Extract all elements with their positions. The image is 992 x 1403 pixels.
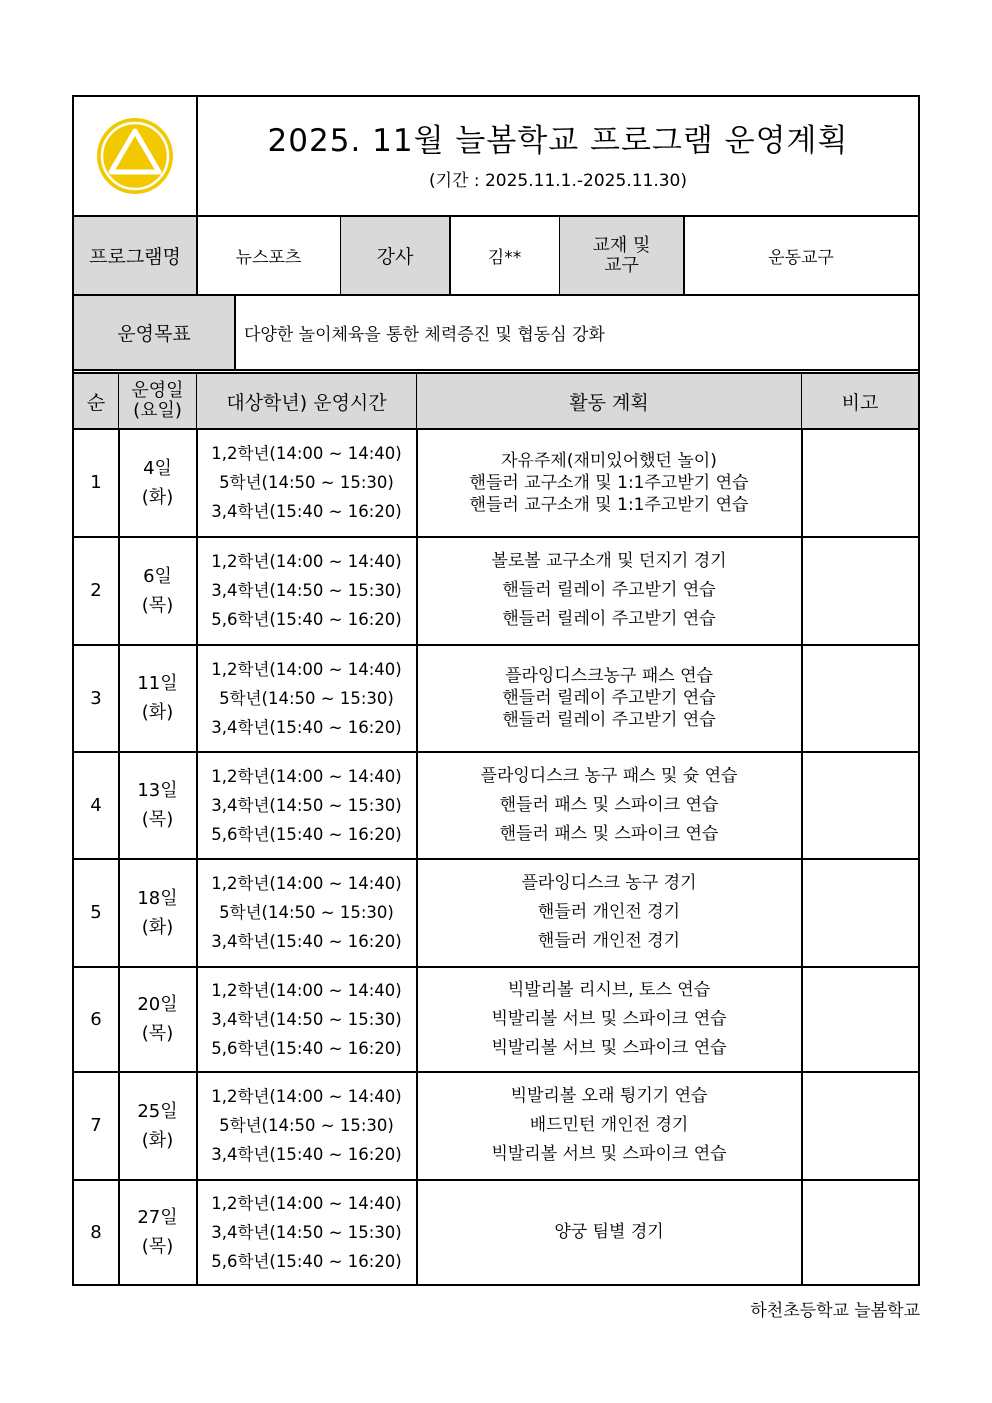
row-4-activity-1: 플라잉디스크 농구 패스 및 슛 연습 bbox=[480, 765, 738, 786]
row-2-weekday: (목) bbox=[141, 594, 174, 616]
row-1-time-1: 1,2학년(14:00 ~ 14:40) bbox=[211, 444, 402, 463]
row-1-no: 1 bbox=[90, 472, 102, 493]
row-5-date bbox=[119, 859, 196, 966]
col-header-note: 비고 bbox=[802, 374, 918, 428]
row-1-times bbox=[197, 429, 416, 536]
row-3-activity-3: 핸들러 릴레이 주고받기 연습 bbox=[502, 710, 716, 730]
instructor-value: 김** bbox=[487, 248, 522, 268]
row-1-activities bbox=[417, 429, 801, 536]
row-1-weekday: (화) bbox=[141, 486, 174, 508]
row-8-no: 8 bbox=[90, 1221, 102, 1243]
row-7-time-3: 3,4학년(15:40 ~ 16:20) bbox=[211, 1145, 402, 1164]
row-5-no: 5 bbox=[90, 902, 102, 923]
row-3-activity-2: 핸들러 릴레이 주고받기 연습 bbox=[502, 688, 716, 708]
row-2-time-1: 1,2학년(14:00 ~ 14:40) bbox=[211, 552, 402, 571]
instructor-label: 강사 bbox=[341, 217, 449, 294]
col-header-date-line1: 운영일 bbox=[131, 380, 184, 401]
row-7-date bbox=[119, 1072, 196, 1179]
row-8-weekday: (목) bbox=[141, 1236, 174, 1257]
row-5-weekday: (화) bbox=[141, 916, 174, 938]
row-6-time-3: 5,6학년(15:40 ~ 16:20) bbox=[211, 1038, 402, 1058]
row-1-date bbox=[119, 429, 196, 536]
row-5-times bbox=[197, 859, 416, 966]
row-8-times bbox=[197, 1180, 416, 1284]
row-2-time-2: 3,4학년(14:50 ~ 15:30) bbox=[211, 581, 402, 600]
row-2-date-day: 6일 bbox=[143, 565, 172, 587]
row-3-times bbox=[197, 645, 416, 751]
row-7-date-day: 25일 bbox=[137, 1100, 178, 1122]
row-1-date-day: 4일 bbox=[143, 457, 172, 479]
col-header-plan: 활동 계획 bbox=[417, 374, 801, 428]
program-label: 프로그램명 bbox=[74, 217, 196, 294]
row-8-time-1: 1,2학년(14:00 ~ 14:40) bbox=[211, 1193, 402, 1213]
goal-label: 운영목표 bbox=[74, 296, 234, 369]
row-6-activities bbox=[417, 967, 801, 1071]
footer-school-name: 하천초등학교 늘봄학교 bbox=[750, 1301, 920, 1321]
row-5-date-day: 18일 bbox=[137, 887, 178, 909]
goal-value: 다양한 놀이체육을 통한 체력증진 및 협동심 강화 bbox=[244, 325, 605, 345]
row-1-time-3: 3,4학년(15:40 ~ 16:20) bbox=[211, 502, 402, 521]
row-2-activities bbox=[417, 537, 801, 644]
row-3-date bbox=[119, 645, 196, 751]
period-text: (기간 : 2025.11.1.-2025.11.30) bbox=[428, 170, 688, 191]
row-3-time-2: 5학년(14:50 ~ 15:30) bbox=[219, 688, 394, 708]
program-value: 뉴스포츠 bbox=[235, 248, 302, 268]
row-1-time-2: 5학년(14:50 ~ 15:30) bbox=[219, 473, 394, 492]
row-6-activity-2: 빅발리볼 서브 및 스파이크 연습 bbox=[491, 1008, 727, 1029]
row-1-activity-2: 핸들러 교구소개 및 1:1주고받기 연습 bbox=[469, 472, 749, 493]
row-3-date-day: 11일 bbox=[137, 673, 178, 694]
col-header-date-line2: (요일) bbox=[133, 400, 182, 421]
row-3-activity-1: 플라잉디스크농구 패스 연습 bbox=[505, 666, 713, 686]
row-1-activity-3: 핸들러 교구소개 및 1:1주고받기 연습 bbox=[469, 494, 749, 515]
row-7-times bbox=[197, 1072, 416, 1179]
row-8-time-3: 5,6학년(15:40 ~ 16:20) bbox=[211, 1251, 402, 1271]
col-header-no: 순 bbox=[74, 374, 118, 428]
row-5-time-1: 1,2학년(14:00 ~ 14:40) bbox=[211, 874, 402, 893]
row-4-weekday: (목) bbox=[141, 809, 174, 830]
row-5-activity-3: 핸들러 개인전 경기 bbox=[537, 931, 681, 951]
row-7-time-1: 1,2학년(14:00 ~ 14:40) bbox=[211, 1087, 402, 1106]
row-4-no: 4 bbox=[90, 794, 102, 816]
row-7-activity-1: 빅발리볼 오래 튕기기 연습 bbox=[510, 1086, 708, 1106]
row-3-activities bbox=[417, 645, 801, 751]
row-8-date-day: 27일 bbox=[137, 1207, 178, 1228]
row-3-time-3: 3,4학년(15:40 ~ 16:20) bbox=[211, 717, 402, 737]
row-4-activities bbox=[417, 752, 801, 858]
row-4-times bbox=[197, 752, 416, 858]
row-7-time-2: 5학년(14:50 ~ 15:30) bbox=[219, 1116, 394, 1135]
row-6-time-1: 1,2학년(14:00 ~ 14:40) bbox=[211, 980, 402, 1000]
row-8-activity-1: 양궁 팀별 경기 bbox=[554, 1221, 664, 1242]
row-4-activity-3: 핸들러 패스 및 스파이크 연습 bbox=[499, 823, 719, 844]
col-header-date bbox=[119, 374, 196, 428]
row-3-weekday: (화) bbox=[141, 702, 174, 723]
row-5-activity-2: 핸들러 개인전 경기 bbox=[537, 902, 681, 922]
materials-label bbox=[560, 217, 683, 294]
row-1-activity-1: 자유주제(재미있어했던 놀이) bbox=[501, 450, 717, 471]
row-4-date bbox=[119, 752, 196, 858]
row-6-no: 6 bbox=[90, 1008, 102, 1030]
row-7-activity-3: 빅발리볼 서브 및 스파이크 연습 bbox=[491, 1144, 727, 1164]
row-2-date bbox=[119, 537, 196, 644]
row-6-time-2: 3,4학년(14:50 ~ 15:30) bbox=[211, 1009, 402, 1029]
row-6-date bbox=[119, 967, 196, 1071]
row-2-activity-2: 핸들러 릴레이 주고받기 연습 bbox=[502, 580, 716, 600]
row-8-time-2: 3,4학년(14:50 ~ 15:30) bbox=[211, 1222, 402, 1242]
row-2-time-3: 5,6학년(15:40 ~ 16:20) bbox=[211, 610, 402, 629]
row-2-no: 2 bbox=[90, 580, 102, 601]
row-5-activities bbox=[417, 859, 801, 966]
row-4-time-2: 3,4학년(14:50 ~ 15:30) bbox=[211, 795, 402, 815]
logo-emblem-icon bbox=[93, 114, 177, 198]
row-2-activity-1: 볼로볼 교구소개 및 던지기 경기 bbox=[491, 551, 727, 571]
row-6-date-day: 20일 bbox=[137, 994, 178, 1015]
row-3-no: 3 bbox=[90, 687, 102, 709]
row-7-activities bbox=[417, 1072, 801, 1179]
row-6-activity-3: 빅발리볼 서브 및 스파이크 연습 bbox=[491, 1037, 727, 1058]
row-4-date-day: 13일 bbox=[137, 780, 178, 801]
page-title: 2025. 11월 늘봄학교 프로그램 운영계획 bbox=[267, 122, 849, 159]
row-8-date bbox=[119, 1180, 196, 1284]
row-2-times bbox=[197, 537, 416, 644]
row-7-no: 7 bbox=[90, 1115, 102, 1136]
row-7-weekday: (화) bbox=[141, 1129, 174, 1151]
school-logo bbox=[74, 97, 196, 215]
row-4-activity-2: 핸들러 패스 및 스파이크 연습 bbox=[499, 794, 719, 815]
row-3-time-1: 1,2학년(14:00 ~ 14:40) bbox=[211, 659, 402, 679]
materials-label-line1: 교재 및 bbox=[592, 234, 651, 256]
col-header-time: 대상학년) 운영시간 bbox=[197, 374, 416, 428]
materials-label-line2: 교구 bbox=[604, 254, 639, 276]
row-6-weekday: (목) bbox=[141, 1023, 174, 1044]
row-5-activity-1: 플라잉디스크 농구 경기 bbox=[521, 873, 697, 893]
row-4-time-1: 1,2학년(14:00 ~ 14:40) bbox=[211, 766, 402, 786]
row-6-times bbox=[197, 967, 416, 1071]
row-5-time-2: 5학년(14:50 ~ 15:30) bbox=[219, 903, 394, 922]
row-6-activity-1: 빅발리볼 리시브, 토스 연습 bbox=[507, 979, 711, 1000]
row-2-activity-3: 핸들러 릴레이 주고받기 연습 bbox=[502, 609, 716, 629]
row-8-activities bbox=[417, 1180, 801, 1284]
row-5-time-3: 3,4학년(15:40 ~ 16:20) bbox=[211, 932, 402, 951]
materials-value: 운동교구 bbox=[768, 248, 834, 268]
row-7-activity-2: 배드민턴 개인전 경기 bbox=[529, 1115, 689, 1135]
row-4-time-3: 5,6학년(15:40 ~ 16:20) bbox=[211, 824, 402, 844]
